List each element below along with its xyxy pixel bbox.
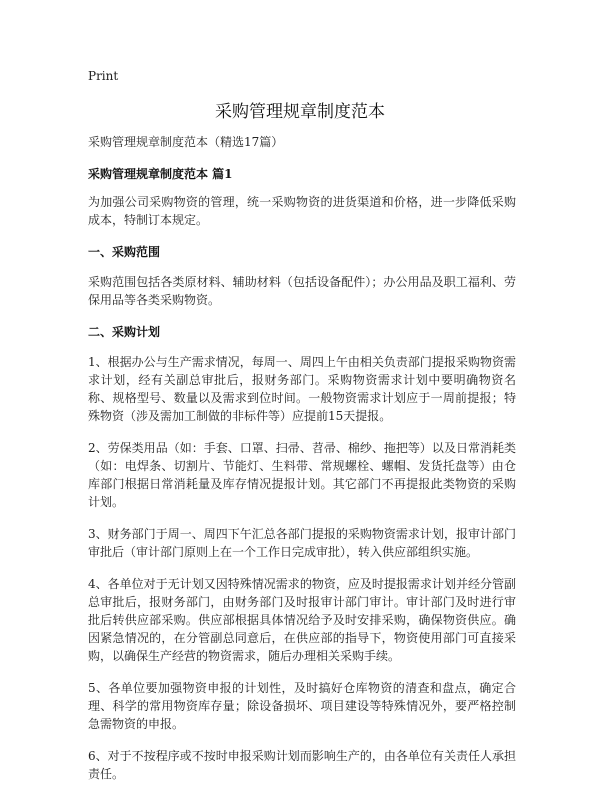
- plan-item: 1、根据办公与生产需求情况，每周一、周四上午由相关负责部门提报采购物资需求计划，经有关副总审批后，报财务部门。采购物资需求计划中要明确物资名称、规格型号、数量以及需求到位时间。一般物资需求计划应于一周前提报；特殊物资（涉及需加工制做的非标件等）应提前15天提报。: [88, 355, 516, 423]
- plan-item: 3、财务部门于周一、周四下午汇总各部门提报的采购物资需求计划，报审计部门审批后（审计部门原则上在一个工作日完成审批），转入供应部组织实施。: [88, 527, 516, 559]
- document-subtitle: 采购管理规章制度范本（精选17篇）: [88, 135, 284, 149]
- plan-item: 4、各单位对于无计划又因特殊情况需求的物资，应及时提报需求计划并经分管副总审批后，报财务部门，由财务部门及时报审计部门审计。审计部门及时进行审批后转供应部采购。供应部根据具体情况给予及时安排采购，确保物资供应。确因紧急情况的，在分管副总同意后，在供应部的指导下，物资使用部门可直接采购，以确保生产经营的物资需求，随后办理相关采购手续。: [88, 577, 516, 663]
- plan-item: 6、对于不按程序或不按时申报采购计划而影响生产的，由各单位有关责任人承担责任。: [88, 749, 516, 781]
- plan-item: 5、各单位要加强物资申报的计划性，及时搞好仓库物资的清查和盘点，确定合理、科学的常用物资库存量；除设备损坏、项目建设等特殊情况外，要严格控制急需物资的申报。: [88, 681, 516, 731]
- document-body: [88, 133, 516, 797]
- part-heading: 采购管理规章制度范本 篇1: [88, 167, 233, 181]
- scope-paragraph: 采购范围包括各类原材料、辅助材料（包括设备配件）；办公用品及职工福利、劳保用品等各类采购物资。: [88, 275, 516, 307]
- section-heading-plan: 二、采购计划: [88, 325, 161, 339]
- section-heading-scope: 一、采购范围: [88, 245, 161, 259]
- intro-paragraph: 为加强公司采购物资的管理，统一采购物资的进货渠道和价格，进一步降低采购成本，特制订本规定。: [88, 195, 516, 227]
- print-link[interactable]: Print: [88, 69, 119, 83]
- page-title: 采购管理规章制度范本: [215, 102, 385, 122]
- plan-item: 2、劳保类用品（如：手套、口罩、扫帚、苕帚、棉纱、拖把等）以及日常消耗类（如：电焊条、切割片、节能灯、生料带、常规螺栓、螺帽、发货托盘等）由仓库部门根据日常消耗量及库存情况提报计划。其它部门不再提报此类物资的采购计划。: [88, 441, 516, 509]
